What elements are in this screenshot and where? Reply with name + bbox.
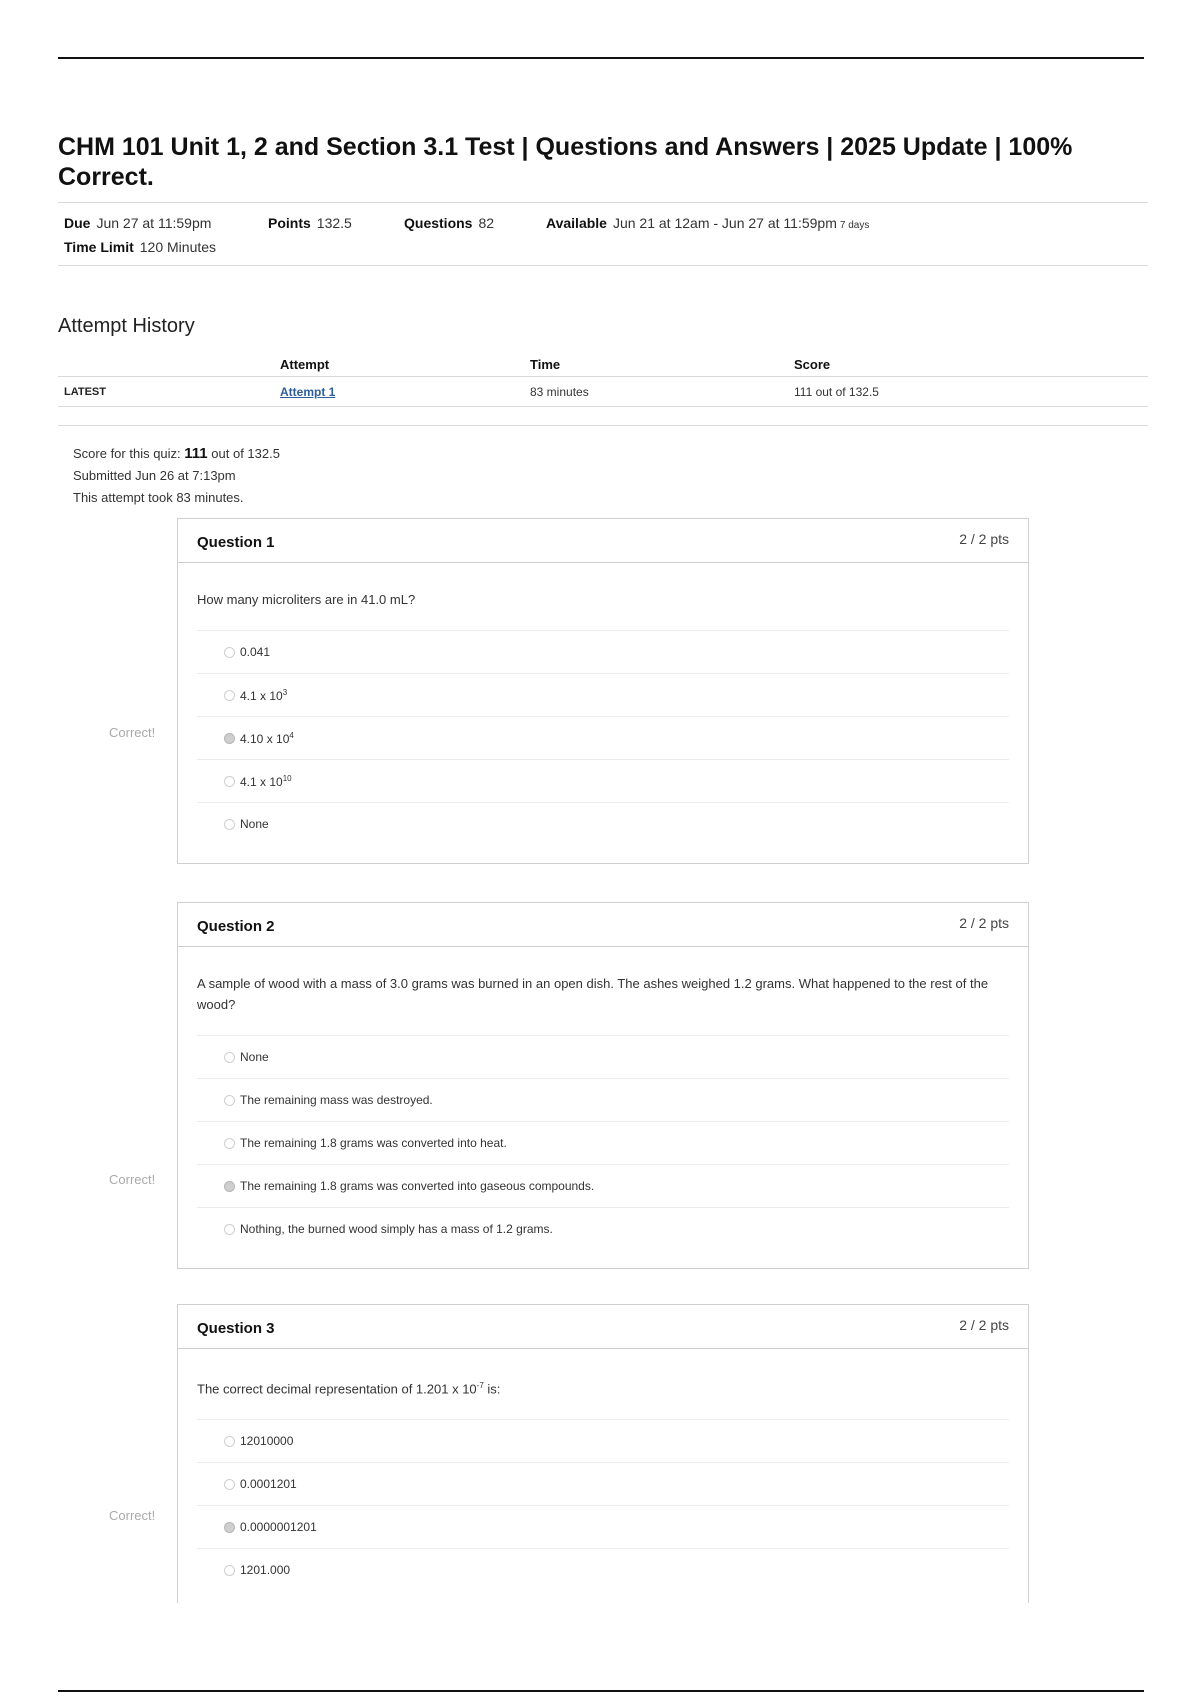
question-title: Question 3 — [197, 1320, 275, 1337]
radio-button-selected-icon[interactable] — [224, 733, 235, 744]
score-cell: 111 out of 132.5 — [788, 377, 1148, 407]
radio-button-selected-icon[interactable] — [224, 1522, 235, 1533]
answer-text: 0.0001201 — [240, 1477, 297, 1492]
questions-value: 82 — [478, 215, 495, 231]
radio-button-icon[interactable] — [224, 1436, 235, 1447]
answer-option[interactable] — [197, 1462, 1009, 1505]
due-value: Jun 27 at 11:59pm — [96, 215, 212, 231]
answer-option[interactable] — [197, 630, 1009, 673]
answer-option[interactable] — [197, 673, 1009, 716]
quiz-details — [58, 202, 1148, 266]
answer-text: 4.1 x $10^{10}$ — [240, 774, 292, 789]
answer-option[interactable] — [197, 1121, 1009, 1164]
radio-button-icon[interactable] — [224, 1095, 235, 1106]
points-value: 132.5 — [316, 215, 352, 231]
available-duration: 7 days — [839, 220, 870, 231]
score-value: 111 — [184, 445, 208, 462]
answer-text: 0.041 — [240, 645, 271, 659]
table-header-row — [58, 352, 1148, 377]
question-card-1 — [177, 518, 1029, 864]
column-header-blank — [58, 352, 274, 377]
answer-list — [197, 1035, 1009, 1250]
attempt-link[interactable]: Attempt 1 — [280, 384, 336, 399]
correct-label: Correct! — [109, 1172, 156, 1187]
column-header-attempt: Attempt — [274, 352, 524, 377]
questions-count — [404, 215, 494, 231]
answer-text: 12010000 — [240, 1434, 294, 1449]
answer-option-selected[interactable] — [197, 716, 1009, 759]
attempt-history-table — [58, 352, 1148, 407]
question-points: 2 / 2 pts — [959, 915, 1009, 931]
answer-option-selected[interactable] — [197, 1164, 1009, 1207]
time-cell: 83 minutes — [524, 377, 788, 407]
radio-button-icon[interactable] — [224, 647, 235, 658]
radio-button-icon[interactable] — [224, 690, 235, 701]
page-bottom-rule — [58, 1690, 1144, 1692]
available-value: Jun 21 at 12am - Jun 27 at 11:59pm — [612, 215, 837, 231]
answer-option[interactable] — [197, 802, 1009, 845]
score-suffix: out of 132.5 — [211, 446, 280, 461]
answer-text: None — [240, 1050, 269, 1064]
question-text: How many microliters are in 41.0 mL? — [197, 592, 416, 607]
question-header — [178, 1305, 1028, 1349]
answer-list — [197, 630, 1009, 845]
column-header-score: Score — [788, 352, 1148, 377]
score-line — [73, 443, 280, 465]
divider — [58, 425, 1148, 426]
page-top-rule — [58, 57, 1144, 59]
answer-text: 0.0000001201 — [240, 1520, 317, 1535]
questions-label: Questions — [404, 215, 473, 231]
answer-text: 4.1 x $10^3$ — [240, 688, 288, 703]
radio-button-icon[interactable] — [224, 819, 235, 830]
question-card-3 — [177, 1304, 1029, 1603]
question-header — [178, 903, 1028, 947]
attempt-history-heading: Attempt History — [58, 315, 195, 337]
duration-line: This attempt took 83 minutes. — [73, 490, 244, 505]
latest-tag: LATEST — [58, 377, 274, 407]
due-label: Due — [64, 215, 91, 231]
answer-text: None — [240, 817, 269, 831]
question-points: 2 / 2 pts — [959, 531, 1009, 547]
radio-button-icon[interactable] — [224, 776, 235, 787]
answer-text: Nothing, the burned wood simply has a mass of 1.2 grams. — [240, 1222, 553, 1236]
availability — [546, 215, 869, 231]
answer-option[interactable] — [197, 1548, 1009, 1591]
question-text: The correct decimal representation of 1.201 x $10^{-7}$ is: — [197, 1381, 501, 1397]
answer-option[interactable] — [197, 1207, 1009, 1250]
table-row — [58, 377, 1148, 407]
question-title: Question 2 — [197, 918, 275, 935]
correct-label: Correct! — [109, 725, 156, 740]
quiz-summary — [73, 443, 280, 509]
answer-list — [197, 1419, 1009, 1591]
column-header-time: Time — [524, 352, 788, 377]
question-title: Question 1 — [197, 534, 275, 551]
radio-button-icon[interactable] — [224, 1224, 235, 1235]
score-prefix: Score for this quiz: — [73, 446, 181, 461]
radio-button-selected-icon[interactable] — [224, 1181, 235, 1192]
question-points: 2 / 2 pts — [959, 1317, 1009, 1333]
points — [268, 215, 352, 231]
answer-text: The remaining mass was destroyed. — [240, 1093, 433, 1107]
radio-button-icon[interactable] — [224, 1138, 235, 1149]
answer-text: 4.10 x $10^4$ — [240, 731, 294, 746]
time-limit — [64, 239, 216, 255]
answer-text: The remaining 1.8 grams was converted into heat. — [240, 1136, 507, 1150]
time-limit-value: 120 Minutes — [139, 239, 217, 255]
time-limit-label: Time Limit — [64, 239, 134, 255]
answer-text: 1201.000 — [240, 1563, 291, 1578]
submitted-line: Submitted Jun 26 at 7:13pm — [73, 468, 236, 483]
radio-button-icon[interactable] — [224, 1565, 235, 1576]
answer-text: The remaining 1.8 grams was converted into gaseous compounds. — [240, 1179, 595, 1193]
answer-option[interactable] — [197, 1035, 1009, 1078]
answer-option[interactable] — [197, 1078, 1009, 1121]
radio-button-icon[interactable] — [224, 1052, 235, 1063]
question-header — [178, 519, 1028, 563]
page-title: CHM 101 Unit 1, 2 and Section 3.1 Test | Questions and Answers | 2025 Update | 100% Correct. — [58, 133, 1073, 191]
available-label: Available — [546, 215, 607, 231]
due-date — [64, 215, 211, 231]
radio-button-icon[interactable] — [224, 1479, 235, 1490]
answer-option[interactable] — [197, 759, 1009, 802]
question-text: A sample of wood with a mass of 3.0 grams was burned in an open dish. The ashes weighed 1.2 grams. What happened to the rest of the wood? — [197, 976, 989, 1012]
points-label: Points — [268, 215, 311, 231]
question-card-2 — [177, 902, 1029, 1269]
answer-option[interactable] — [197, 1419, 1009, 1462]
answer-option-selected[interactable] — [197, 1505, 1009, 1548]
correct-label: Correct! — [109, 1508, 156, 1523]
attempt-cell — [274, 377, 524, 407]
